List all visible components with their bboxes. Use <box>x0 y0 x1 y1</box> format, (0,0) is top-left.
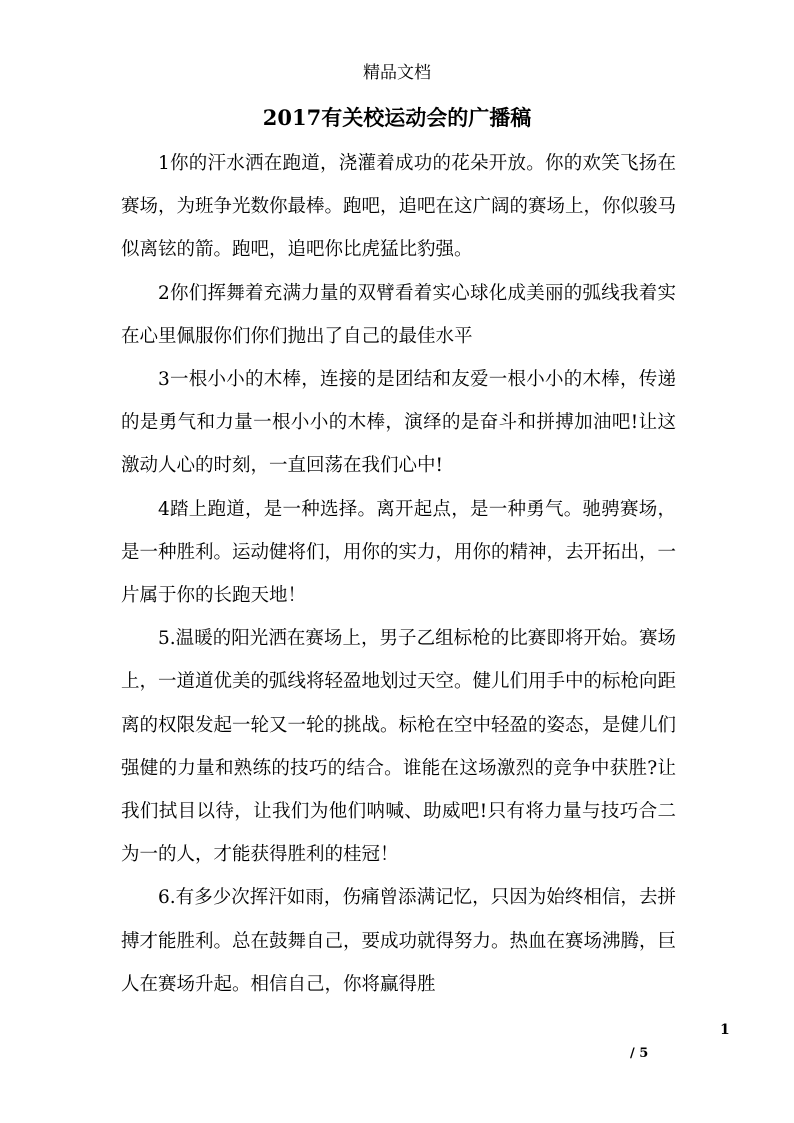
paragraph-2: 2你们挥舞着充满力量的双臂看着实心球化成美丽的弧线我着实在心里佩服你们你们抛出了自己的最佳水平 <box>121 282 676 347</box>
document-header: 精品文档 <box>363 63 431 83</box>
paragraph-4: 4踏上跑道，是一种选择。离开起点，是一种勇气。驰骋赛场，是一种胜利。运动健将们，用你的实力，用你的精神，去开拓出，一片属于你的长跑天地！ <box>121 498 677 607</box>
page-total: / 5 <box>630 1046 649 1061</box>
paragraph-5: 5.温暖的阳光洒在赛场上，男子乙组标枪的比赛即将开始。赛场上，一道道优美的弧线将轻盈地划过天空。健儿们用手中的标枪向距离的权限发起一轮又一轮的挑战。标枪在空中轻盈的姿态，是健儿们强健的力量和熟练的技巧的结合。谁能在这场激烈的竞争中获胜?让我们拭目以待，让我们为他们呐喊、助威吧!只有将力量与技巧合二为一的人，才能获得胜利的桂冠！ <box>121 628 677 866</box>
paragraph-3: 3一根小小的木棒，连接的是团结和友爱一根小小的木棒，传递的是勇气和力量一根小小的木棒，演绎的是奋斗和拼搏加油吧!让这激动人心的时刻，一直回荡在我们心中! <box>121 369 676 477</box>
page-number: 1 <box>720 1022 730 1038</box>
paragraph-1: 1你的汗水洒在跑道，浇灌着成功的花朵开放。你的欢笑飞扬在赛场，为班争光数你最棒。跑吧，追吧在这广阔的赛场上，你似骏马似离铉的箭。跑吧，追吧你比虎猛比豹强。 <box>121 153 677 261</box>
document-body <box>121 142 676 1006</box>
paragraph-6: 6.有多少次挥汗如雨，伤痛曾添满记忆，只因为始终相信，去拼搏才能胜利。总在鼓舞自己，要成功就得努力。热血在赛场沸腾，巨人在赛场升起。相信自己，你将赢得胜 <box>121 887 677 995</box>
document-title: 2017有关校运动会的广播稿 <box>262 105 532 130</box>
